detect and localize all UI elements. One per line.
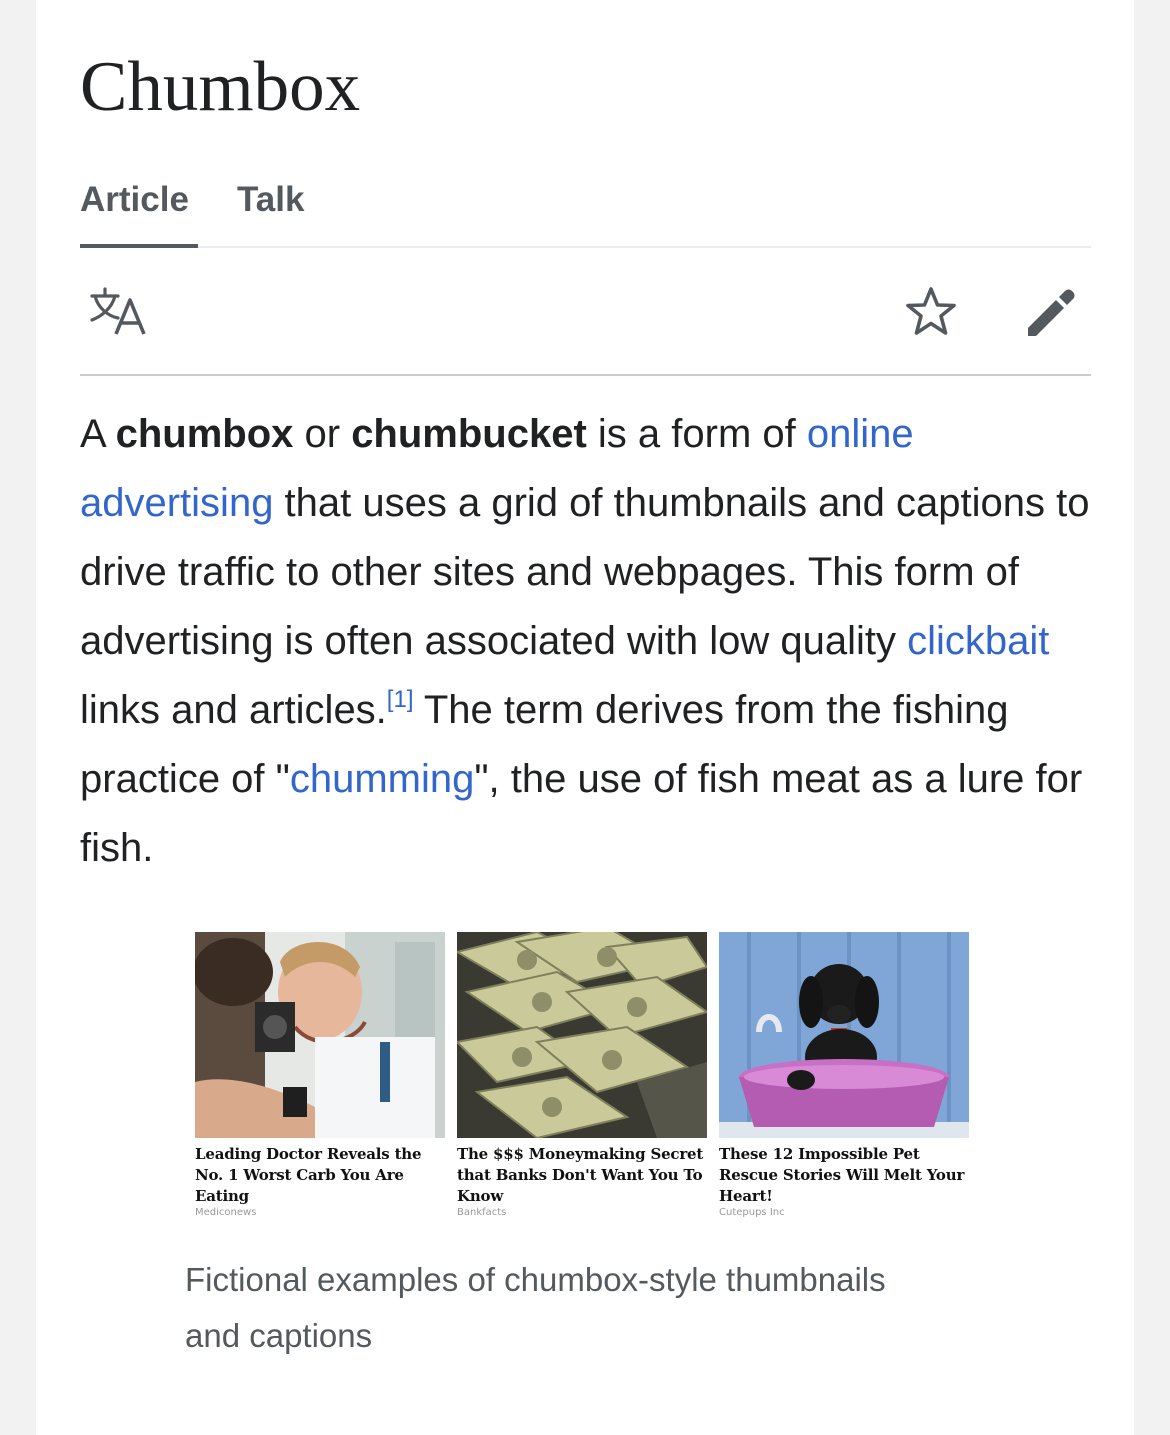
- ad-tile[interactable]: [719, 932, 969, 1219]
- active-tab-indicator: [80, 244, 198, 248]
- page-title: Chumbox: [80, 48, 361, 126]
- ad-tile[interactable]: [195, 932, 445, 1219]
- edit-pencil-icon[interactable]: [1024, 284, 1080, 345]
- ad-caption: These 12 Impossible Pet Rescue Stories Will Melt Your Heart!: [719, 1145, 965, 1205]
- text: that uses a grid of thumbnails and captions to drive traffic to other sites and webpages. This form of advertising is often associated with low quality: [80, 481, 1090, 663]
- article-lead-paragraph: [80, 400, 1100, 883]
- ad-caption: Leading Doctor Reveals the No. 1 Worst Carb You Are Eating: [195, 1145, 422, 1205]
- figure-caption: Fictional examples of chumbox-style thumbnails and captions: [185, 1261, 886, 1354]
- tab-talk[interactable]: Talk: [237, 180, 305, 219]
- tab-article[interactable]: Article: [80, 180, 189, 219]
- ad-source: Mediconews: [195, 1207, 257, 1218]
- text: is a form of: [586, 412, 807, 456]
- ad-source: Cutepups Inc: [719, 1207, 785, 1218]
- text: A: [80, 412, 116, 456]
- text: ", the use of fish meat as a lure for fish.: [80, 757, 1083, 870]
- term-chumbox: chumbox: [115, 412, 294, 456]
- text: The term derives from the fishing practice of ": [80, 688, 1009, 801]
- link-clickbait[interactable]: clickbait: [907, 619, 1050, 663]
- star-icon[interactable]: [904, 286, 958, 343]
- link-chumming[interactable]: chumming: [289, 757, 475, 801]
- term-chumbucket: chumbucket: [351, 412, 587, 456]
- reference-link[interactable]: [1]: [386, 685, 414, 713]
- text: links and articles.: [80, 688, 387, 732]
- link-online-advertising[interactable]: online advertising: [80, 412, 914, 525]
- doctor-thumbnail: [195, 932, 445, 1138]
- text: or: [293, 412, 352, 456]
- ad-caption: The $$$ Moneymaking Secret that Banks Don't Want You To Know: [457, 1145, 704, 1205]
- ad-source: Bankfacts: [457, 1207, 507, 1218]
- language-icon[interactable]: [90, 286, 150, 343]
- ad-tile[interactable]: [457, 932, 707, 1219]
- namespace-tabs: [80, 178, 1091, 248]
- money-stack-thumbnail: [457, 932, 707, 1138]
- page-actions-toolbar: [80, 250, 1091, 376]
- chumbox-figure: [195, 932, 970, 1232]
- puppy-thumbnail: [719, 932, 969, 1138]
